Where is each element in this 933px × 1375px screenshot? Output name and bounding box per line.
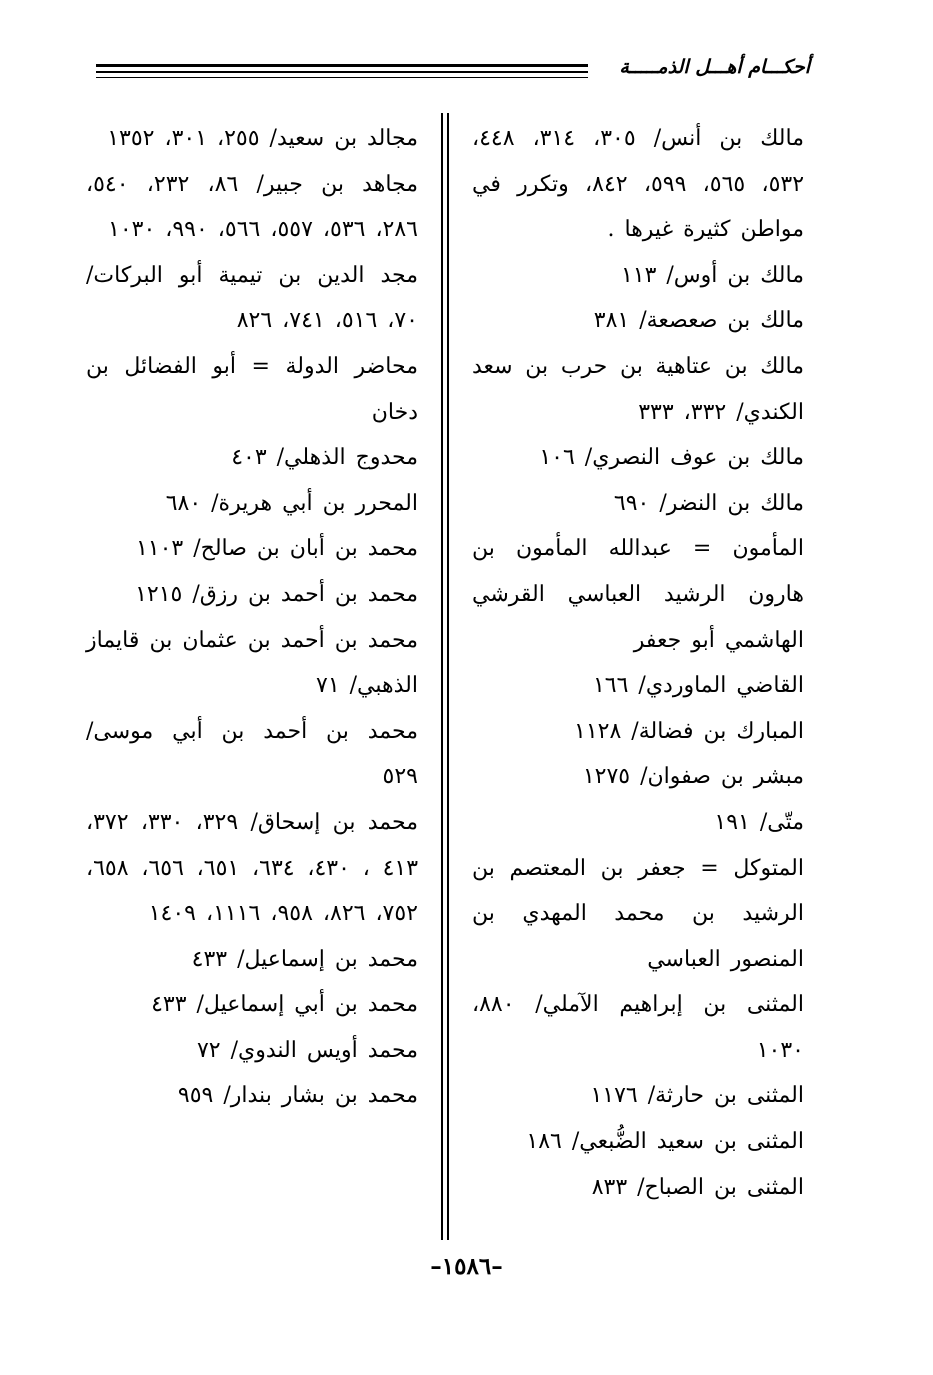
index-entry: مالك بن أنس/ ٣٠٥، ٣١٤، ٤٤٨، ٥٣٢، ٥٦٥، ٥٩٩، ٨٤٢، وتكرر في مواطن كثيرة غيرها . xyxy=(472,126,805,243)
index-entry: محمد بن أبان بن صالح/ ١١٠٣ xyxy=(135,536,418,562)
page-header xyxy=(96,52,810,92)
header-rule-thick xyxy=(96,64,588,67)
index-entry: المحرر بن أبي هريرة/ ٦٨٠ xyxy=(165,490,418,516)
index-entry: المأمون = عبدالله المأمون بن هارون الرشيد العباسي القرشي الهاشمي أبو جعفر xyxy=(472,536,804,653)
index-entry: مجالد بن سعيد/ ٢٥٥، ٣٠١، ١٣٥٢ xyxy=(107,126,418,151)
column-divider-left-line xyxy=(441,113,443,1240)
index-entry: محمد بن إسماعيل/ ٤٣٣ xyxy=(191,946,418,972)
index-entry: محمد بن بشار بندار/ ٩٥٩ xyxy=(177,1083,418,1109)
index-entry: مالك بن أوس/ ١١٣ xyxy=(620,262,804,288)
index-entry: المثنى بن سعيد الضُّبعي/ ١٨٦ xyxy=(526,1129,804,1155)
header-rule-medium xyxy=(96,71,588,73)
left-index-column xyxy=(86,116,418,1119)
index-entry: محمد بن أبي إسماعيل/ ٤٣٣ xyxy=(151,992,418,1018)
index-entry: محمد أويس الندوي/ ٧٢ xyxy=(196,1037,418,1063)
index-entry: مالك بن صعصعة/ ٣٨١ xyxy=(593,308,804,334)
index-entry: محاضر الدولة = أبو الفضائل بن دخان xyxy=(86,353,418,425)
right-index-column xyxy=(472,116,804,1210)
index-entry: المثنى بن الصباح/ ٨٣٣ xyxy=(591,1174,804,1200)
index-entry: مبشر بن صفوان/ ١٢٧٥ xyxy=(582,764,804,790)
index-entry: متّى/ ١٩١ xyxy=(714,809,804,835)
index-entry: مالك بن عوف النصري/ ١٠٦ xyxy=(539,445,804,471)
index-entry: محدوج الذهلي/ ٤٠٣ xyxy=(231,445,418,471)
index-entry: مجاهد بن جبير/ ٨٦، ٢٣٢، ٥٤٠، ٢٨٦، ٥٣٦، ٥٥٧، ٥٦٦، ٩٩٠، ١٠٣٠ xyxy=(86,171,419,243)
running-title: أحكـــام أهـــل الذمـــــة xyxy=(619,56,810,78)
header-rule-thin xyxy=(96,77,588,78)
index-entry: محمد بن أحمد بن رزق/ ١٢١٥ xyxy=(135,581,418,607)
index-entry: المثنى بن إبراهيم الآملي/ ٨٨٠، ١٠٣٠ xyxy=(472,992,804,1063)
index-entry: مالك بن النضر/ ٦٩٠ xyxy=(613,490,804,516)
index-entry: محمد بن إسحاق/ ٣٢٩، ٣٣٠، ٣٧٢، ٤١٣ ، ٤٣٠، ٦٣٤، ٦٥١، ٦٥٦، ٦٥٨، ٧٥٢، ٨٢٦، ٩٥٨، ١١١٦، ١٤٠٩ xyxy=(86,809,419,927)
index-entry: المثنى بن حارثة/ ١١٧٦ xyxy=(590,1083,804,1109)
index-entry: المبارك بن فضالة/ ١١٢٨ xyxy=(574,718,804,744)
index-entry: مجد الدين بن تيمية أبو البركات/ ٧٠، ٥١٦، ٧٤١، ٨٢٦ xyxy=(86,262,418,334)
index-entry: محمد بن أحمد بن عثمان بن قايماز الذهبي/ ٧١ xyxy=(86,627,418,699)
column-divider-right-line xyxy=(447,113,449,1240)
index-entry: محمد بن أحمد بن أبي موسى/ ٥٢٩ xyxy=(86,718,418,790)
index-entry: مالك بن عتاهية بن حرب بن سعد الكندي/ ٣٣٢، ٣٣٣ xyxy=(472,353,804,425)
page-number: –١٥٨٦– xyxy=(430,1253,503,1280)
index-entry: المتوكل = جعفر بن المعتصم بن الرشيد بن محمد المهدي بن المنصور العباسي xyxy=(472,855,804,972)
index-entry: القاضي الماوردي/ ١٦٦ xyxy=(592,673,804,699)
